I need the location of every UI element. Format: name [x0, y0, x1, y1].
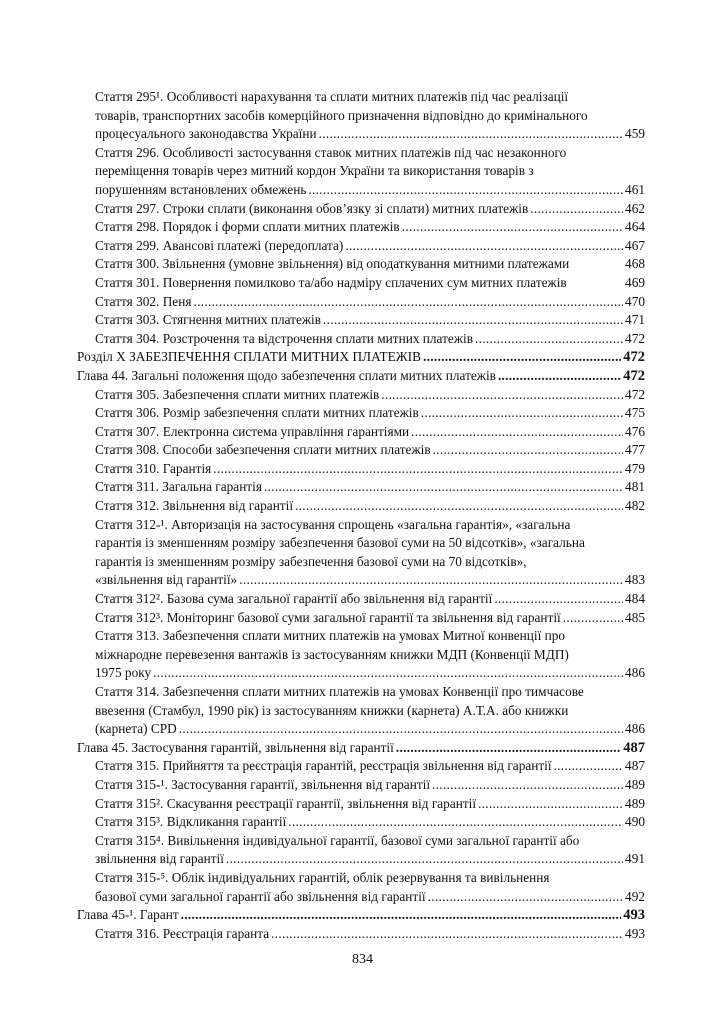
toc-page-number: 472	[625, 330, 645, 346]
toc-entry[interactable]	[77, 255, 645, 274]
toc-entry-title: 1975 року	[95, 665, 152, 681]
toc-entry[interactable]	[77, 88, 645, 144]
dot-leader	[396, 739, 621, 758]
toc-entry[interactable]	[77, 423, 645, 442]
toc-page-number: 493	[623, 907, 645, 924]
toc-entry-title: Стаття 315³. Відкликання гарантії	[95, 814, 287, 830]
toc-entry-title: Розділ X ЗАБЕЗПЕЧЕННЯ СПЛАТИ МИТНИХ ПЛАТЕЖІВ	[77, 349, 421, 365]
dot-leader	[494, 590, 623, 609]
toc-entry[interactable]	[77, 869, 645, 906]
toc-entry[interactable]	[77, 441, 645, 460]
dot-leader	[411, 423, 623, 442]
toc-entry-title: Стаття 301. Повернення помилково та/або надміру сплачених сум митних платежів	[95, 274, 567, 290]
toc-entry-line: переміщення товарів через митний кордон України та використання товарів з	[95, 163, 534, 179]
toc-page-number: 489	[625, 776, 645, 792]
toc-entry[interactable]	[77, 460, 645, 479]
toc-page-number: 472	[623, 367, 645, 384]
toc-entry-title: Стаття 308. Способи забезпечення сплати митних платежів	[95, 442, 431, 458]
dot-leader	[563, 609, 623, 628]
toc-section-entry[interactable]	[77, 348, 645, 367]
toc-page-number: 491	[625, 851, 645, 867]
toc-page-number: 462	[625, 200, 645, 216]
toc-entry-line: товарів, транспортних засобів комерційного призначення відповідно до кримінального	[95, 107, 588, 123]
dot-leader	[271, 925, 623, 944]
toc-entry-line: міжнародне перевезення вантажів із застосуванням книжки МДП (Конвенції МДП)	[95, 646, 569, 662]
dot-leader	[181, 906, 622, 925]
toc-entry-line: гарантія із зменшенням розміру забезпечення базової суми на 70 відсотків»,	[95, 553, 527, 569]
dot-leader	[239, 571, 623, 590]
toc-page-number: 481	[625, 479, 645, 495]
dot-leader	[421, 404, 623, 423]
toc-entry-title: Стаття 307. Електронна система управління гарантіями	[95, 423, 410, 439]
dot-leader	[323, 311, 623, 330]
toc-entry[interactable]	[77, 813, 645, 832]
toc-page-number: 487	[625, 758, 645, 774]
dot-leader	[153, 664, 623, 683]
toc-entry[interactable]	[77, 925, 645, 944]
toc-entry-line: Стаття 296. Особливості застосування ставок митних платежів під час незаконного	[95, 144, 567, 160]
toc-entry-title: порушенням встановлених обмежень	[95, 181, 307, 197]
toc-entry-title: Стаття 306. Розмір забезпечення сплати митних платежів	[95, 405, 419, 421]
toc-entry-title: Стаття 305. Забезпечення сплати митних платежів	[95, 386, 380, 402]
toc-entry-line: гарантія із зменшенням розміру забезпечення базової суми на 50 відсотків», «загальна	[95, 535, 585, 551]
toc-entry-title: Стаття 315-¹. Застосування гарантії, звільнення від гарантії	[95, 776, 431, 792]
toc-entry[interactable]	[77, 237, 645, 256]
toc-page-number: 485	[625, 609, 645, 625]
toc-page-number: 487	[623, 739, 645, 756]
toc-page-number: 459	[625, 126, 645, 142]
toc-entry[interactable]	[77, 404, 645, 423]
toc-entry-title: Стаття 311. Загальна гарантія	[95, 479, 262, 495]
dot-leader	[498, 367, 621, 386]
toc-entry-title: (карнета) CPD	[95, 721, 177, 737]
toc-section-entry[interactable]	[77, 367, 645, 386]
toc-entry-title: «звільнення від гарантії»	[95, 572, 238, 588]
toc-page-number: 492	[625, 888, 645, 904]
dot-leader	[530, 200, 623, 219]
toc-entry-title: Глава 44. Загальні положення щодо забезпечення сплати митних платежів	[77, 367, 496, 383]
toc-entry[interactable]	[77, 274, 645, 293]
toc-page-number: 475	[625, 405, 645, 421]
dot-leader	[475, 330, 623, 349]
toc-entry[interactable]	[77, 497, 645, 516]
toc-entry-title: Стаття 304. Розстрочення та відстрочення сплати митних платежів	[95, 330, 473, 346]
toc-page-number: 484	[625, 591, 645, 607]
toc-entry-title: Стаття 312³. Моніторинг базової суми загальної гарантії та звільнення від гарантії	[95, 609, 561, 625]
toc-entry-line: Стаття 315-⁵. Облік індивідуальних гарантій, облік резервування та вивільнення	[95, 869, 550, 885]
dot-leader	[308, 181, 623, 200]
dot-leader	[264, 478, 623, 497]
dot-leader	[345, 237, 623, 256]
dot-leader	[428, 888, 623, 907]
toc-entry-title: Стаття 300. Звільнення (умовне звільнення) від оподаткування митними платежами	[95, 256, 570, 272]
toc-page-number: 472	[625, 386, 645, 402]
toc-page-number: 482	[625, 498, 645, 514]
toc-entry[interactable]	[77, 609, 645, 628]
toc-page-number: 471	[625, 312, 645, 328]
toc-entry-line: ввезення (Стамбул, 1990 рік) із застосуванням книжки (карнета) А.Т.А. або книжки	[95, 702, 569, 718]
toc-entry-title: Стаття 315². Скасування реєстрації гарантії, звільнення від гарантії	[95, 795, 477, 811]
toc-entry[interactable]	[77, 293, 645, 312]
toc-section-entry[interactable]	[77, 906, 645, 925]
dot-leader	[295, 497, 623, 516]
toc-entry-title: Стаття 312. Звільнення від гарантії	[95, 498, 294, 514]
dot-leader	[381, 386, 623, 405]
toc-page-number: 493	[625, 925, 645, 941]
toc-page-number: 477	[625, 442, 645, 458]
dot-leader	[433, 441, 623, 460]
toc-entry-line: Стаття 295¹. Особливості нарахування та сплати митних платежів під час реалізації	[95, 89, 569, 104]
toc-page-number: 490	[625, 814, 645, 830]
toc-page-number: 486	[625, 721, 645, 737]
toc-entry[interactable]	[77, 795, 645, 814]
toc-page-number: 467	[625, 237, 645, 253]
toc-page-number: 479	[625, 460, 645, 476]
toc-entry-line: Стаття 315⁴. Вивільнення індивідуальної гарантії, базової суми загальної гарантії або	[95, 832, 580, 848]
toc-entry[interactable]	[77, 330, 645, 349]
toc-entry[interactable]	[77, 627, 645, 683]
page-number: 834	[352, 952, 373, 967]
toc-entry-title: звільнення від гарантії	[95, 851, 224, 867]
toc-entry-title: Стаття 316. Реєстрація гаранта	[95, 925, 270, 941]
toc-entry-title: Стаття 302. Пеня	[95, 293, 192, 309]
dot-leader	[554, 757, 623, 776]
toc-entry-title: процесуального законодавства України	[95, 126, 317, 142]
toc-entry-title: Глава 45-¹. Гарант	[77, 907, 179, 923]
toc-entry-title: Стаття 298. Порядок і форми сплати митних платежів	[95, 219, 400, 235]
toc-entry-line: Стаття 312-¹. Авторизація на застосування спрощень «загальна гарантія», «загальна	[95, 516, 571, 532]
dot-leader	[319, 125, 623, 144]
toc-page-number: 483	[625, 572, 645, 588]
toc-entry[interactable]	[77, 311, 645, 330]
toc-entry[interactable]	[77, 832, 645, 869]
dot-leader	[193, 293, 623, 312]
toc-entry-title: Стаття 312². Базова сума загальної гарантії або звільнення від гарантії	[95, 591, 493, 607]
toc-entry[interactable]	[77, 590, 645, 609]
toc-entry-line: Стаття 314. Забезпечення сплати митних платежів на умовах Конвенції про тимчасове	[95, 684, 584, 699]
toc-entry-title: Стаття 310. Гарантія	[95, 460, 212, 476]
toc-page-number: 489	[625, 795, 645, 811]
toc-entry[interactable]	[77, 386, 645, 405]
toc-page-number: 476	[625, 423, 645, 439]
toc-entry-title: Стаття 315. Прийняття та реєстрація гарантій, реєстрація звільнення від гарантії	[95, 758, 552, 774]
dot-leader	[478, 795, 623, 814]
toc-page-number: 468	[625, 256, 645, 272]
toc-page-number: 472	[623, 349, 645, 366]
toc-entry[interactable]	[77, 757, 645, 776]
toc-entry-title: Стаття 297. Строки сплати (виконання обов’язку зі сплати) митних платежів	[95, 200, 529, 216]
toc-entry[interactable]	[77, 516, 645, 590]
toc-entry[interactable]	[77, 683, 645, 739]
table-of-contents	[77, 88, 645, 943]
dot-leader	[226, 850, 623, 869]
dot-leader	[213, 460, 623, 479]
toc-entry-title: Стаття 303. Стягнення митних платежів	[95, 312, 322, 328]
toc-entry-title: Глава 45. Застосування гарантій, звільнення від гарантії	[77, 739, 394, 755]
dot-leader	[288, 813, 623, 832]
toc-page-number: 469	[625, 274, 645, 290]
dot-leader	[423, 348, 621, 367]
toc-entry[interactable]	[77, 218, 645, 237]
toc-page-number: 486	[625, 665, 645, 681]
toc-entry-line: Стаття 313. Забезпечення сплати митних платежів на умовах Митної конвенції про	[95, 628, 566, 644]
toc-section-entry[interactable]	[77, 739, 645, 758]
dot-leader	[402, 218, 623, 237]
toc-entry-title: Стаття 299. Авансові платежі (передоплата)	[95, 237, 344, 253]
toc-entry-title: базової суми загальної гарантії або звільнення від гарантії	[95, 888, 426, 904]
toc-entry[interactable]	[77, 776, 645, 795]
toc-entry[interactable]	[77, 144, 645, 200]
toc-page-number: 470	[625, 293, 645, 309]
toc-page-number: 464	[625, 219, 645, 235]
toc-entry[interactable]	[77, 478, 645, 497]
dot-leader	[179, 720, 623, 739]
toc-entry[interactable]	[77, 200, 645, 219]
dot-leader	[432, 776, 623, 795]
toc-page-number: 461	[625, 181, 645, 197]
